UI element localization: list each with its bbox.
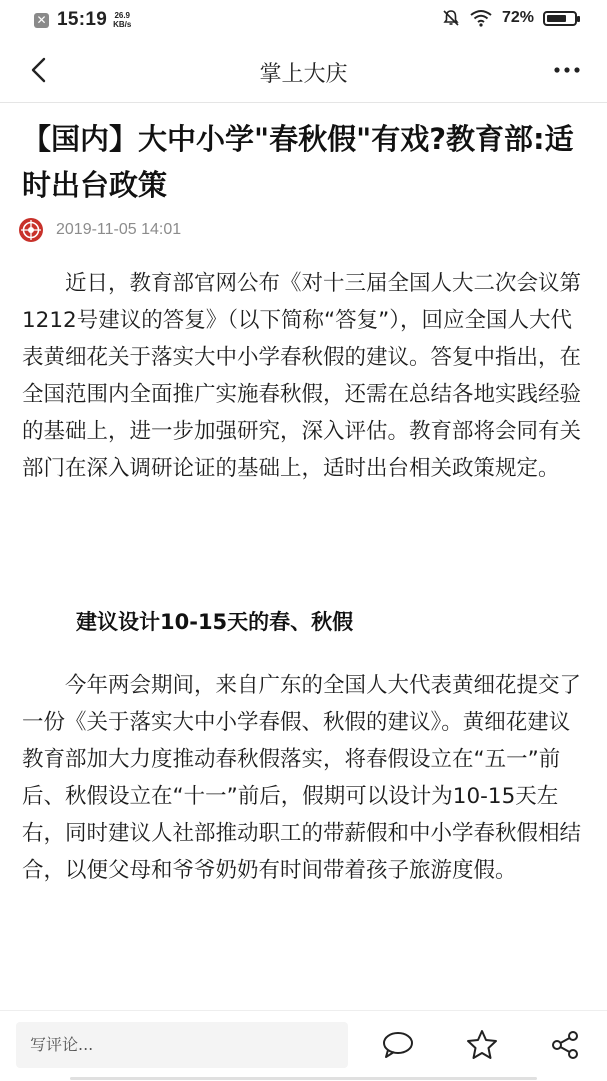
network-speed-unit: KB/s <box>113 20 132 29</box>
favorite-button[interactable] <box>464 1027 500 1063</box>
star-icon <box>464 1027 500 1063</box>
close-icon: ✕ <box>34 13 49 28</box>
publish-date: 2019-11-05 14:01 <box>56 221 182 238</box>
share-button[interactable] <box>548 1027 584 1063</box>
article-paragraph: 今年两会期间，来自广东的全国人大代表黄细花提交了一份《关于落实大中小学春假、秋假的建议》。黄细花建议教育部加大力度推动春秋假落实，将春假设立在“五一”前后、秋假设立在“十一”前后，假期可以设计为10-15天左右，同时建议人社部推动职工的带薪假和中小学春秋假相结合，以便父母和爷爷奶奶有时间带着孩子旅游度假。 <box>22 673 582 883</box>
status-bar <box>0 0 607 40</box>
more-button[interactable] <box>547 52 587 88</box>
comment-input[interactable]: 写评论... <box>16 1022 348 1068</box>
battery-fill <box>547 15 566 22</box>
article-subheading: 建议设计10-15天的春、秋假 <box>76 610 354 634</box>
status-right <box>442 9 577 27</box>
network-speed <box>113 11 131 29</box>
battery-icon <box>543 11 577 26</box>
comment-icon <box>380 1027 416 1063</box>
nav-bar <box>0 40 607 103</box>
battery-percent: 72% <box>501 9 534 26</box>
network-speed-value: 26.9 <box>114 11 131 20</box>
article-headline: 【国内】大中小学"春秋假"有戏?教育部:适时出台政策 <box>22 122 574 202</box>
status-left <box>34 9 131 31</box>
page-title: 掌上大庆 <box>259 62 348 87</box>
source-logo-icon <box>18 217 44 243</box>
wifi-icon <box>469 9 493 27</box>
bottom-bar <box>0 1010 607 1081</box>
clock: 15:19 <box>57 9 108 30</box>
article-paragraph: 近日，教育部官网公布《对十三届全国人大二次会议第1212号建议的答复》（以下简称“答复”），回应全国人大代表黄细花关于落实大中小学春秋假的建议。答复中指出，在全国范围内全面推广实施春秋假，还需在总结各地实践经验的基础上，进一步加强研究，深入评估。教育部将会同有关部门在深入调研论证的基础上，适时出台相关政策规定。 <box>22 271 582 481</box>
article-meta <box>18 217 181 243</box>
mute-icon <box>442 9 460 27</box>
more-horizontal-icon <box>547 52 587 88</box>
comment-button[interactable] <box>380 1027 416 1063</box>
share-icon <box>548 1027 584 1063</box>
